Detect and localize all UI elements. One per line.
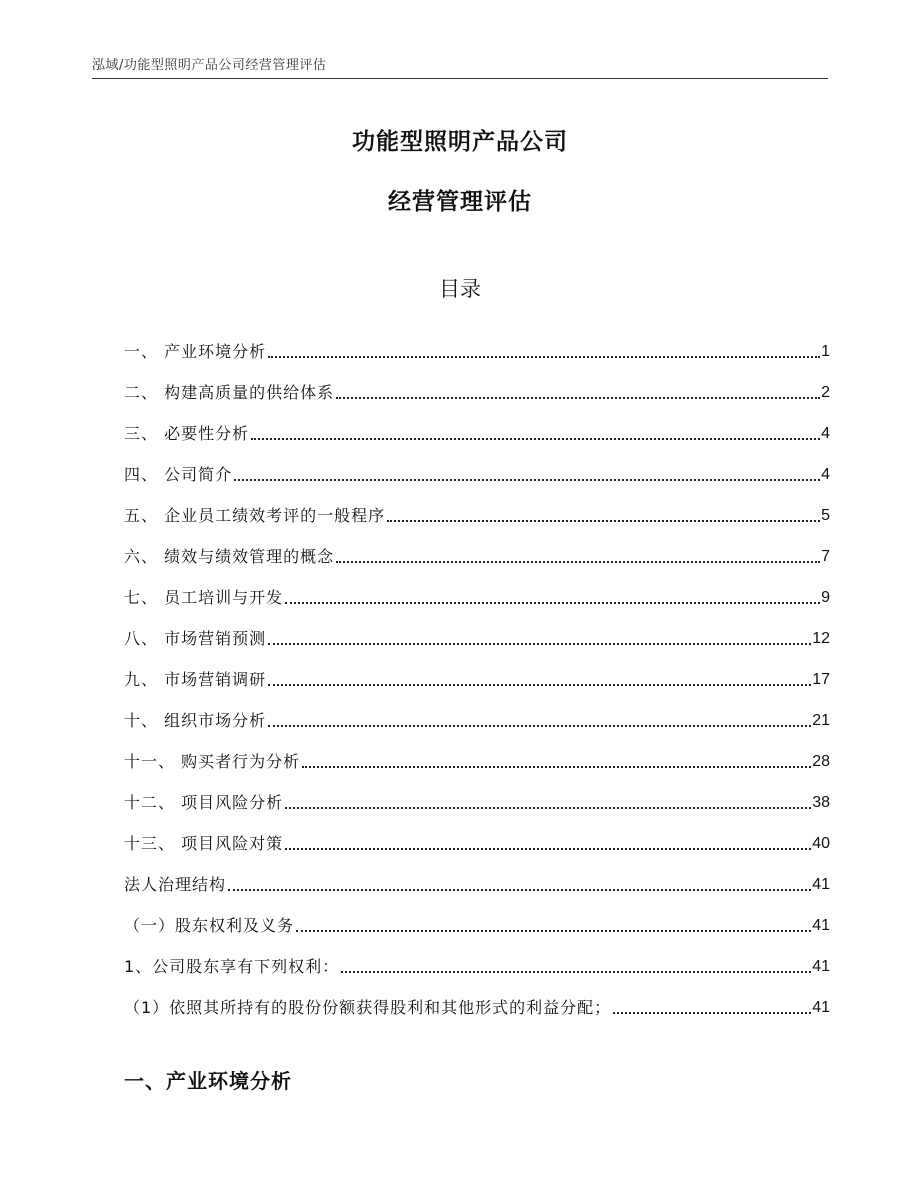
- toc-entry-label: 六、 绩效与绩效管理的概念: [124, 547, 335, 566]
- document-subtitle: 经营管理评估: [388, 189, 532, 215]
- toc-entry-page-number: 9: [821, 589, 830, 606]
- toc-entry-page-number: 2: [821, 384, 830, 401]
- toc-entry-page-number: 17: [812, 671, 830, 688]
- toc-entry[interactable]: [124, 567, 830, 608]
- toc-dot-leader: [234, 479, 820, 481]
- toc-entry-label: 五、 企业员工绩效考评的一般程序: [124, 506, 386, 525]
- toc-dot-leader: [336, 397, 820, 399]
- toc-entry[interactable]: [124, 362, 830, 403]
- toc-entry-label: （一）股东权利及义务: [124, 916, 295, 935]
- toc-entry-label: 四、 公司简介: [124, 465, 233, 484]
- toc-entry-page-number: 7: [821, 548, 830, 565]
- toc-dot-leader: [387, 520, 820, 522]
- toc-entry-label: 十三、 项目风险对策: [124, 834, 284, 853]
- toc-entry-label: 三、 必要性分析: [124, 424, 250, 443]
- toc-entry[interactable]: [124, 608, 830, 649]
- toc-entry[interactable]: [124, 444, 830, 485]
- toc-entry-page-number: 5: [821, 507, 830, 524]
- toc-entry-page-number: 40: [812, 835, 830, 852]
- toc-entry-label: （1）依照其所持有的股份份额获得股利和其他形式的利益分配；: [124, 998, 612, 1017]
- toc-entry[interactable]: [124, 321, 830, 362]
- toc-entry-page-number: 4: [821, 425, 830, 442]
- toc-dot-leader: [228, 889, 811, 891]
- toc-entry-label: 十一、 购买者行为分析: [124, 752, 301, 771]
- toc-dot-leader: [302, 766, 811, 768]
- toc-heading: 目录: [439, 277, 481, 301]
- toc-dot-leader: [285, 807, 811, 809]
- toc-dot-leader: [285, 848, 811, 850]
- section-heading: 一、产业环境分析: [124, 1069, 292, 1093]
- toc-entry-label: 七、 员工培训与开发: [124, 588, 284, 607]
- toc-entry[interactable]: [124, 690, 830, 731]
- table-of-contents: [124, 321, 830, 1018]
- header-text: 泓域/功能型照明产品公司经营管理评估: [92, 58, 327, 73]
- toc-entry[interactable]: [124, 403, 830, 444]
- toc-entry-label: 1、公司股东享有下列权利：: [124, 957, 340, 976]
- toc-dot-leader: [341, 971, 811, 973]
- toc-entry[interactable]: [124, 854, 830, 895]
- toc-entry[interactable]: [124, 977, 830, 1018]
- document-title: 功能型照明产品公司: [352, 129, 568, 155]
- toc-dot-leader: [613, 1012, 811, 1014]
- toc-dot-leader: [268, 356, 820, 358]
- toc-entry-page-number: 4: [821, 466, 830, 483]
- header-divider: [92, 78, 828, 79]
- toc-entry-page-number: 41: [812, 958, 830, 975]
- toc-entry[interactable]: [124, 485, 830, 526]
- toc-entry-page-number: 28: [812, 753, 830, 770]
- toc-entry[interactable]: [124, 526, 830, 567]
- toc-entry-label: 八、 市场营销预测: [124, 629, 267, 648]
- toc-entry-page-number: 41: [812, 999, 830, 1016]
- toc-dot-leader: [285, 602, 820, 604]
- toc-entry-label: 十二、 项目风险分析: [124, 793, 284, 812]
- toc-entry[interactable]: [124, 772, 830, 813]
- toc-entry[interactable]: [124, 649, 830, 690]
- toc-entry-page-number: 21: [812, 712, 830, 729]
- toc-dot-leader: [251, 438, 820, 440]
- toc-dot-leader: [268, 684, 811, 686]
- toc-entry-page-number: 1: [821, 343, 830, 360]
- toc-entry[interactable]: [124, 813, 830, 854]
- toc-entry[interactable]: [124, 936, 830, 977]
- toc-dot-leader: [296, 930, 811, 932]
- toc-dot-leader: [336, 561, 820, 563]
- toc-entry-page-number: 41: [812, 917, 830, 934]
- toc-entry-label: 法人治理结构: [124, 875, 227, 894]
- toc-entry-page-number: 41: [812, 876, 830, 893]
- toc-entry-page-number: 12: [812, 630, 830, 647]
- toc-entry-label: 一、 产业环境分析: [124, 342, 267, 361]
- toc-dot-leader: [268, 725, 811, 727]
- toc-dot-leader: [268, 643, 811, 645]
- toc-entry[interactable]: [124, 895, 830, 936]
- toc-entry-label: 十、 组织市场分析: [124, 711, 267, 730]
- toc-entry[interactable]: [124, 731, 830, 772]
- toc-entry-page-number: 38: [812, 794, 830, 811]
- toc-entry-label: 九、 市场营销调研: [124, 670, 267, 689]
- toc-entry-label: 二、 构建高质量的供给体系: [124, 383, 335, 402]
